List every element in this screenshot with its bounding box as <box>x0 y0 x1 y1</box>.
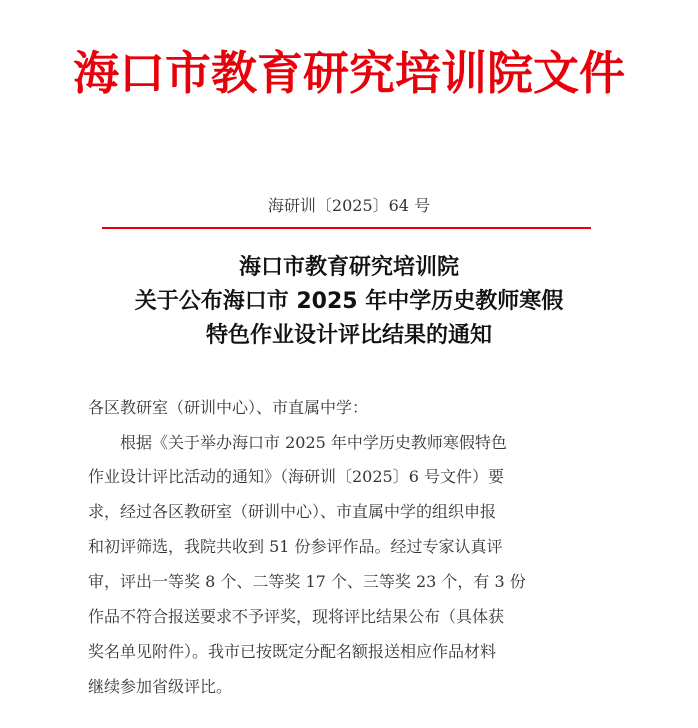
red-divider-line <box>102 227 591 229</box>
notice-title-line-3: 特色作业设计评比结果的通知 <box>205 323 492 348</box>
document-number: 海研训〔2025〕64 号 <box>267 196 431 215</box>
body-text-line: 奖名单见附件）。我市已按既定分配名额报送相应作品材料 <box>88 642 497 661</box>
masthead-title: 海口市教育研究培训院文件 <box>73 46 625 100</box>
body-text-line: 和初评筛选，我院共收到 51 份参评作品。经过专家认真评 <box>88 537 503 556</box>
notice-title-line-2: 关于公布海口市 2025 年中学历史教师寒假 <box>134 289 564 314</box>
body-text-line: 继续参加省级评比。 <box>88 677 233 696</box>
body-text-line: 作品不符合报送要求不予评奖，现将评比结果公布（具体获 <box>88 607 505 626</box>
body-text-line: 审，评出一等奖 8 个、二等奖 17 个、三等奖 23 个，有 3 份 <box>88 572 526 591</box>
body-text-line: 求，经过各区教研室（研训中心）、市直属中学的组织申报 <box>88 502 497 521</box>
notice-title-line-1: 海口市教育研究培训院 <box>238 255 459 280</box>
body-text-line: 根据《关于举办海口市 2025 年中学历史教师寒假特色 <box>120 433 507 452</box>
body-text-line: 作业设计评比活动的通知》（海研训〔2025〕6 号文件）要 <box>88 467 504 486</box>
salutation: 各区教研室（研训中心）、市直属中学： <box>88 398 369 417</box>
